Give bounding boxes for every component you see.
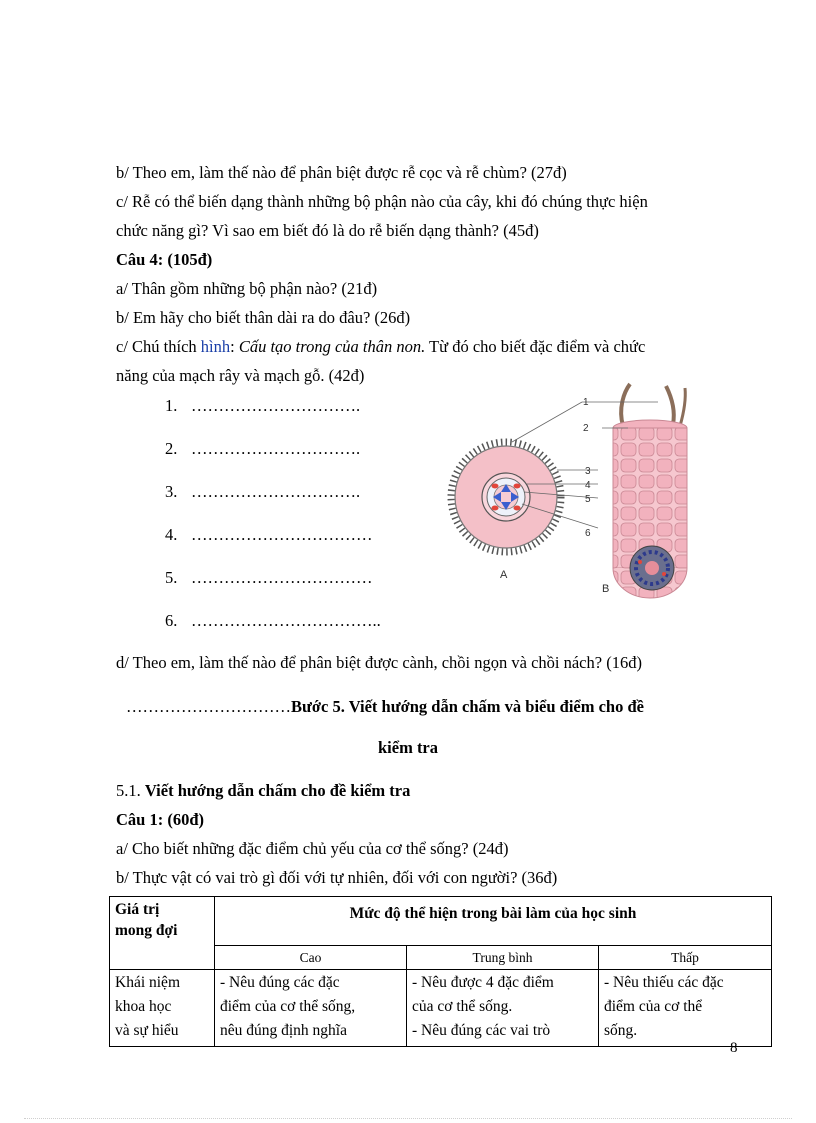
rubric-table xyxy=(109,896,772,1047)
figure-caption: Cấu tạo trong của thân non. xyxy=(238,337,426,356)
page-number: 8 xyxy=(730,1040,738,1056)
step5-title: Bước 5. Viết hướng dẫn chấm và biểu điểm cho đề xyxy=(291,697,644,716)
rubric-criterion-cell: Khái niệm khoa học và sự hiểu xyxy=(110,970,215,1047)
question-3c-line1: c/ Rễ có thể biến dạng thành những bộ phận nào của cây, khi đó chúng thực hiện xyxy=(116,192,648,211)
question-4c-rest: Từ đó cho biết đặc điểm và chức xyxy=(425,337,646,356)
label-4: 4 xyxy=(585,480,591,491)
question-3b: b/ Theo em, làm thế nào để phân biệt được rễ cọc và rễ chùm? (27đ) xyxy=(116,163,567,182)
question-4d: d/ Theo em, làm thế nào để phân biệt được cành, chồi ngọn và chồi nách? (16đ) xyxy=(116,653,642,672)
cau1-heading: Câu 1: (60đ) xyxy=(116,810,205,829)
question-1b: b/ Thực vật có vai trò gì đối với tự nhiên, đối với con người? (36đ) xyxy=(116,868,558,887)
level-medium-header: Trung bình xyxy=(407,946,599,970)
question-4c-colon: : xyxy=(230,337,239,356)
question-4c-prefix: c/ Chú thích xyxy=(116,337,201,356)
section-5-1-number: 5.1. xyxy=(116,781,145,800)
level-low-header: Thấp xyxy=(599,946,772,970)
stem-structure-diagram xyxy=(440,378,725,613)
question-1a: a/ Cho biết những đặc điểm chủ yếu của cơ thể sống? (24đ) xyxy=(116,839,509,858)
footer-divider xyxy=(24,1118,792,1119)
question-4b: b/ Em hãy cho biết thân dài ra do đâu? (26đ) xyxy=(116,308,411,327)
blank-line-2[interactable]: 2. …………………………. xyxy=(165,439,361,458)
cau4-heading: Câu 4: (105đ) xyxy=(116,250,213,269)
level-high-header: Cao xyxy=(215,946,407,970)
figure-link[interactable]: hình xyxy=(200,337,231,356)
label-a: A xyxy=(500,569,508,581)
rubric-high-cell: - Nêu đúng các đặc điểm của cơ thể sống, nêu đúng định nghĩa xyxy=(215,970,407,1047)
step5-heading-line2: kiểm tra xyxy=(377,738,439,757)
blank-line-1[interactable]: 1. …………………………. xyxy=(165,396,361,415)
label-6: 6 xyxy=(585,528,591,539)
section-5-1-heading xyxy=(116,780,410,802)
step5-heading-line1 xyxy=(126,696,644,718)
blank-line-6[interactable]: 6. …………………………….. xyxy=(165,611,381,630)
label-3: 3 xyxy=(585,466,591,477)
question-4a: a/ Thân gồm những bộ phận nào? (21đ) xyxy=(116,279,378,298)
rubric-main-header: Mức độ thể hiện trong bài làm của học sinh xyxy=(215,897,772,946)
rubric-criterion-header: Giá trị mong đợi xyxy=(110,897,215,970)
step5-dots: ………………………… xyxy=(126,697,291,716)
rubric-medium-cell: - Nêu được 4 đặc điểm của cơ thể sống. - Nêu đúng các vai trò xyxy=(407,970,599,1047)
section-5-1-title: Viết hướng dẫn chấm cho đề kiểm tra xyxy=(144,781,411,800)
blank-line-4[interactable]: 4. …………………………… xyxy=(165,525,373,544)
label-5: 5 xyxy=(585,494,591,505)
label-1: 1 xyxy=(583,397,589,408)
label-b: B xyxy=(602,583,610,595)
question-4c-line2: năng của mạch rây và mạch gỗ. (42đ) xyxy=(116,366,365,385)
stem-cylinder-b xyxy=(613,384,687,598)
question-3c-line2: chức năng gì? Vì sao em biết đó là do rễ biến dạng thành? (45đ) xyxy=(116,221,539,240)
blank-line-5[interactable]: 5. …………………………… xyxy=(165,568,373,587)
blank-line-3[interactable]: 3. …………………………. xyxy=(165,482,361,501)
cross-section-a xyxy=(451,442,561,552)
label-2: 2 xyxy=(583,423,589,434)
question-4c-line1 xyxy=(116,336,645,358)
rubric-low-cell: - Nêu thiếu các đặc điểm của cơ thể sống. xyxy=(599,970,772,1047)
